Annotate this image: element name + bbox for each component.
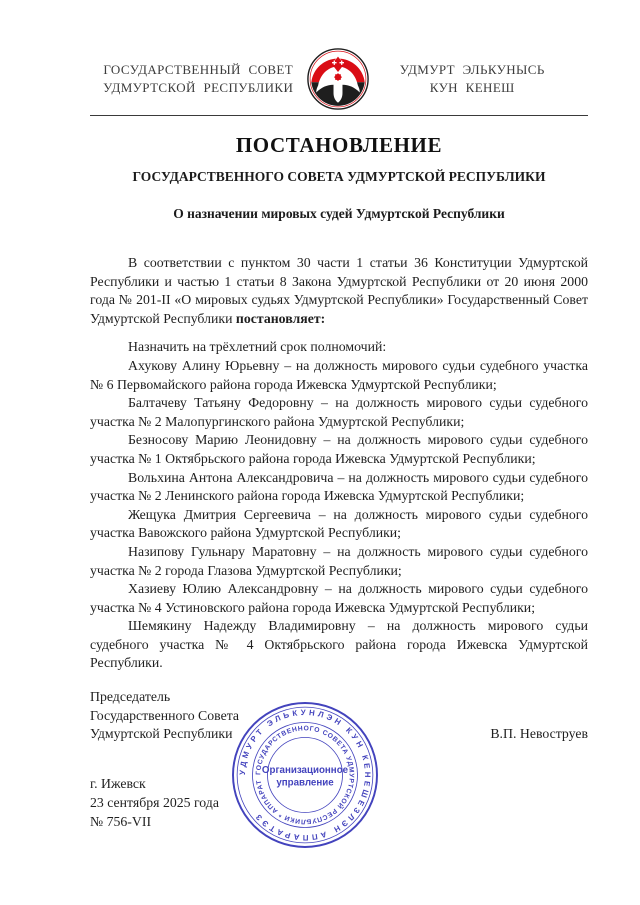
appointment-item: Ахукову Алину Юрьевну – на должность мирового судьи судебного участка № 6 Первомайского района города Ижевска Удмуртской Республики; [90, 357, 588, 392]
org-name-russian [90, 61, 306, 97]
org-name-udmurt-line2: КУН КЕНЕШ [429, 80, 515, 95]
appointment-item: Жещука Дмитрия Сергеевича – на должность мирового судьи судебного участка Вавожского района Удмуртской Республики; [90, 506, 588, 541]
issuance-date: 23 сентября 2025 года [90, 794, 219, 810]
appointment-item: Хазиеву Юлию Александровну – на должность мирового судьи судебного участка № 4 Устиновского района города Ижевска Удмуртской Республики; [90, 581, 588, 615]
org-name-udmurt [370, 61, 574, 97]
preamble-paragraph [90, 254, 588, 328]
document-subtitle: ГОСУДАРСТВЕННОГО СОВЕТА УДМУРТСКОЙ РЕСПУБЛИКИ [132, 169, 546, 184]
document-header [90, 0, 588, 116]
appointment-item: Вольхина Антона Александровича – на должность мирового судьи судебного участка № 2 Ленинского района города Ижевска Удмуртской Республики; [90, 469, 588, 504]
stamp-center-line2: управление [276, 777, 334, 789]
signature-role-line2: Государственного Совета [90, 707, 240, 723]
document-number: № 756-VII [90, 813, 152, 829]
stamp-inner-ring-text: ГОСУДАРСТВЕННОГО СОВЕТА УДМУРТСКОЙ РЕСПУБЛИКИ * АППАРАТ [255, 725, 355, 825]
org-name-udmurt-line1: УДМУРТ ЭЛЬКУНЫСЬ [399, 62, 545, 77]
signature-role-line3: Удмуртской Республики [90, 726, 233, 742]
issuance-block [90, 774, 588, 831]
appointment-item: Балтачеву Татьяну Федоровну – на должность мирового судьи судебного участка № 2 Малопургинского района Удмуртской Республики; [90, 395, 588, 429]
resolution-intro: Назначить на трёхлетний срок полномочий: [128, 339, 387, 355]
preamble-resolves-word: постановляет: [235, 310, 326, 326]
issuance-place: г. Ижевск [90, 775, 146, 791]
appointment-item: Безносову Марию Леонидовну – на должность мирового судьи судебного участка № 1 Октябрьского района города Ижевска Удмуртской Республики; [90, 432, 588, 466]
signature-name: В.П. Невоструев [490, 726, 588, 742]
signature-role-line1: Председатель [90, 689, 171, 705]
document-title: ПОСТАНОВЛЕНИЕ [235, 133, 443, 157]
signature-block [90, 688, 588, 744]
appointment-item: Шемякину Надежду Владимировну – на должность мирового судьи судебного участка № 4 Октябрьского района города Ижевска Удмуртской Республики. [90, 618, 588, 671]
document-body [90, 254, 588, 673]
stamp-outer-ring-text: УДМУРТ ЭЛЬКУНЛЭН КУН КЕНЕШЕЗЛЭН АППАРАТЭЗ [237, 707, 373, 843]
org-name-russian-line1: ГОСУДАРСТВЕННЫЙ СОВЕТ [103, 62, 294, 77]
org-name-russian-line2: УДМУРТСКОЙ РЕСПУБЛИКИ [103, 80, 294, 95]
document-subject: О назначении мировых судей Удмуртской Республики [173, 206, 505, 221]
signature-role [90, 688, 239, 744]
stamp-center-line1: Организационное [261, 764, 349, 776]
preamble-text: В соответствии с пунктом 30 части 1 статьи 36 Конституции Удмуртской Республики и частью 1 статьи 8 Закона Удмуртской Республики от 20 июня 2000 года № 201-II «О мировых судьях Удмуртской Республики» Государственный Совет Удмуртской Республики [90, 255, 588, 326]
udmurtia-coat-of-arms-icon [306, 46, 370, 112]
appointment-item: Назипову Гульнару Маратовну – на должность мирового судьи судебного участка № 2 города Глазова Удмуртской Республики; [90, 543, 588, 578]
